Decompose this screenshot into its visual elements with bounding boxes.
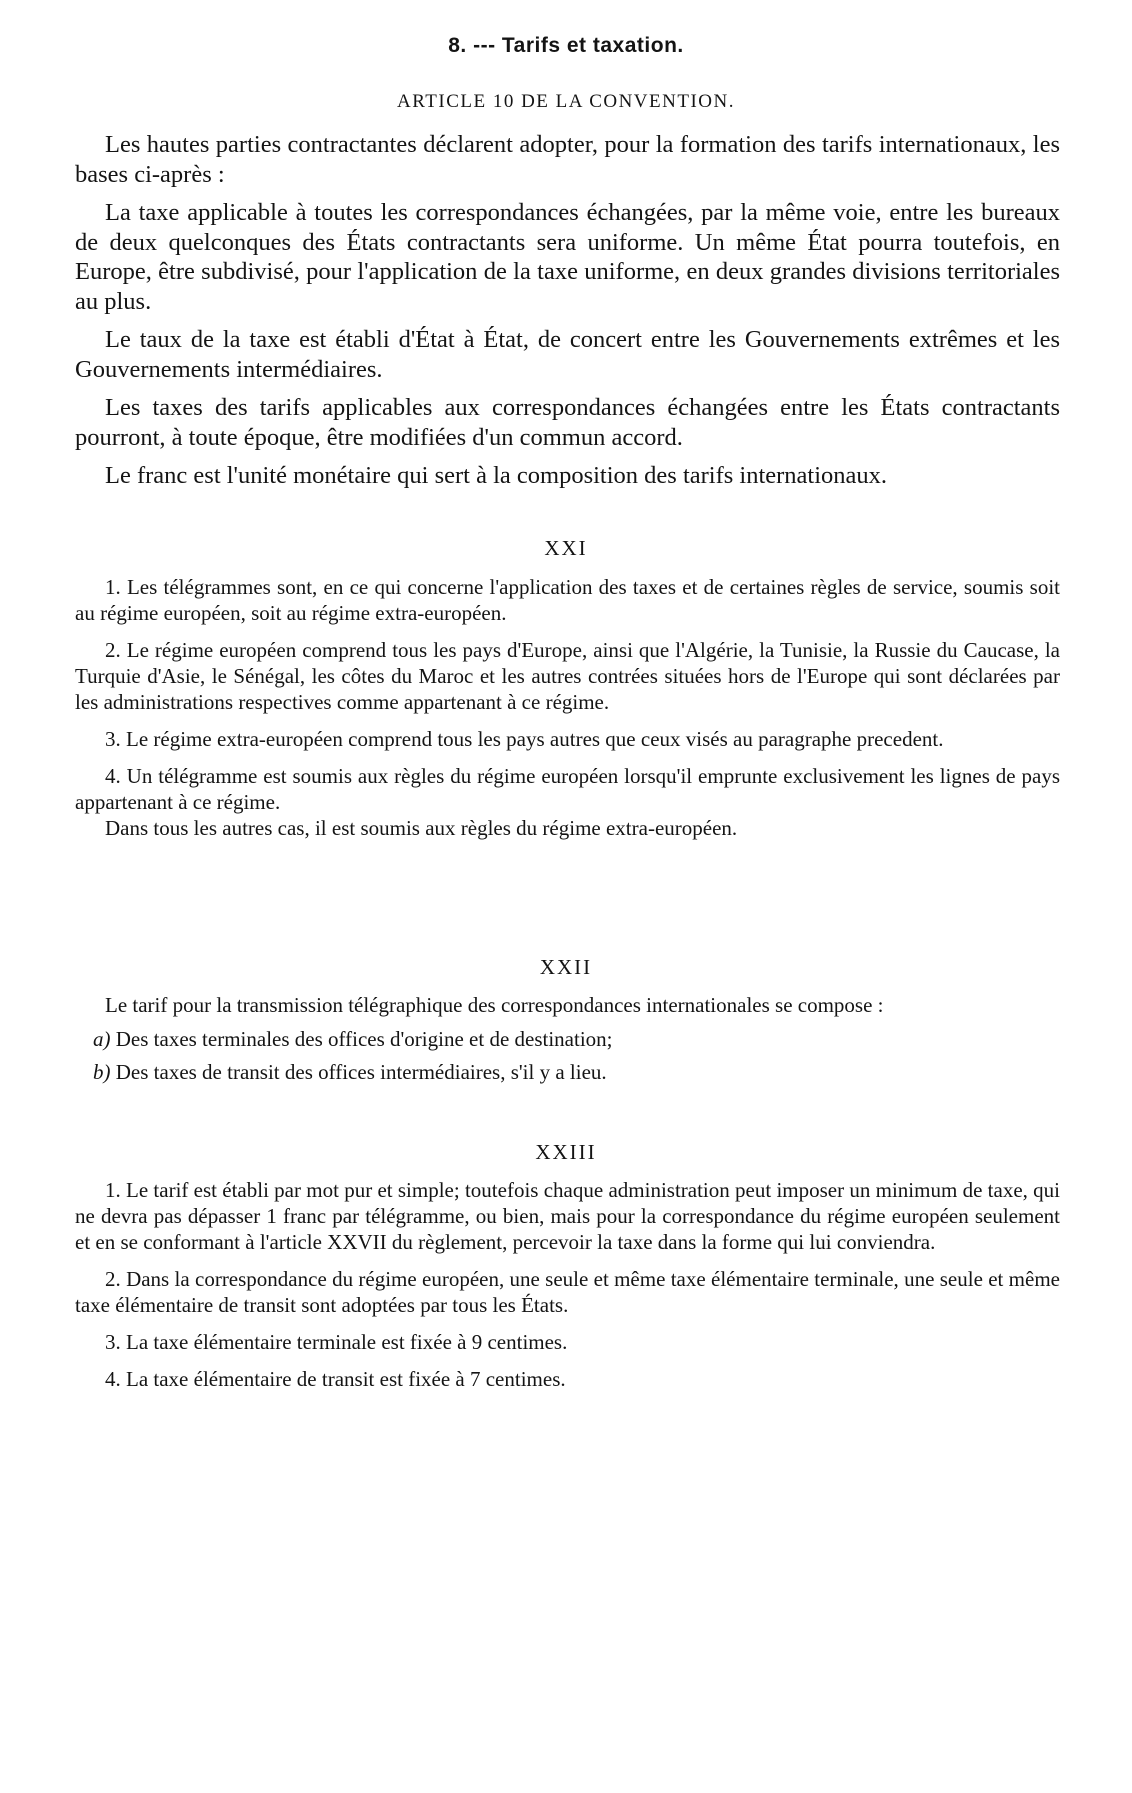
- paragraph: Les taxes des tarifs applicables aux correspondances échangées entre les États contractants pourront, à toute époque, être modifiées d'un commun accord.: [75, 394, 1060, 451]
- paragraph: 3. Le régime extra-européen comprend tous les pays autres que ceux visés au paragraphe precedent.: [105, 727, 944, 751]
- list-item: [75, 1059, 1060, 1085]
- list-marker: b): [93, 1060, 111, 1084]
- section-number-xxiii: XXIII: [535, 1140, 597, 1164]
- paragraph: La taxe applicable à toutes les correspondances échangées, par la même voie, entre les bureaux de deux quelconques des États contractants sera uniforme. Un même État pourra toutefois, en Europe, être subdivisé, pour l'application de la taxe uniforme, en deux grandes divisions territoriales au plus.: [75, 199, 1060, 315]
- section-number-xxii: XXII: [539, 955, 593, 979]
- paragraph: Dans tous les autres cas, il est soumis aux règles du régime extra-européen.: [105, 816, 738, 840]
- list-marker: a): [93, 1027, 111, 1051]
- paragraph: 3. La taxe élémentaire terminale est fixée à 9 centimes.: [105, 1330, 568, 1354]
- paragraph: 4. La taxe élémentaire de transit est fixée à 7 centimes.: [105, 1367, 566, 1391]
- paragraph: Le tarif pour la transmission télégraphique des correspondances internationales se compose :: [105, 993, 884, 1017]
- paragraph: Les hautes parties contractantes déclarent adopter, pour la formation des tarifs internationaux, les bases ci-après :: [75, 131, 1060, 188]
- list-item-text: Des taxes terminales des offices d'origine et de destination;: [115, 1027, 613, 1051]
- paragraph: 2. Le régime européen comprend tous les pays d'Europe, ainsi que l'Algérie, la Tunisie, la Russie du Caucase, la Turquie d'Asie, le Sénégal, les côtes du Maroc et les autres contrées situées hors de l'Europe qui sont déclarées par les administrations respectives comme appartenant à ce régime.: [75, 638, 1060, 714]
- paragraph: Le taux de la taxe est établi d'État à État, de concert entre les Gouvernements extrêmes et les Gouvernements intermédiaires.: [75, 326, 1060, 383]
- section-xxiii-text: [75, 1177, 1060, 1403]
- section-number-xxi: XXI: [544, 536, 588, 560]
- running-head: 8. --- Tarifs et taxation.: [448, 34, 684, 57]
- article-title: ARTICLE 10 DE LA CONVENTION.: [397, 91, 735, 112]
- list-item-text: Des taxes de transit des offices intermédiaires, s'il y a lieu.: [115, 1060, 607, 1084]
- section-xxii-text: [75, 992, 1060, 1092]
- paragraph: 1. Les télégrammes sont, en ce qui concerne l'application des taxes et de certaines règles de service, soumis soit au régime européen, soit au régime extra-européen.: [75, 575, 1060, 625]
- paragraph: 2. Dans la correspondance du régime européen, une seule et même taxe élémentaire terminale, une seule et même taxe élémentaire de transit sont adoptées par tous les États.: [75, 1267, 1060, 1317]
- paragraph: 1. Le tarif est établi par mot pur et simple; toutefois chaque administration peut imposer un minimum de taxe, qui ne devra pas dépasser 1 franc par télégramme, ou bien, mais pour la correspondance du régime européen seulement et en se conformant à l'article XXVII du règlement, percevoir la taxe dans la forme qui lui conviendra.: [75, 1178, 1060, 1254]
- article-10-text: [75, 130, 1060, 500]
- paragraph: Le franc est l'unité monétaire qui sert à la composition des tarifs internationaux.: [105, 462, 888, 489]
- list-item: [75, 1026, 1060, 1052]
- paragraph: 4. Un télégramme est soumis aux règles du régime européen lorsqu'il emprunte exclusivement les lignes de pays appartenant à ce régime.: [75, 764, 1060, 814]
- section-xxi-text: [75, 574, 1060, 852]
